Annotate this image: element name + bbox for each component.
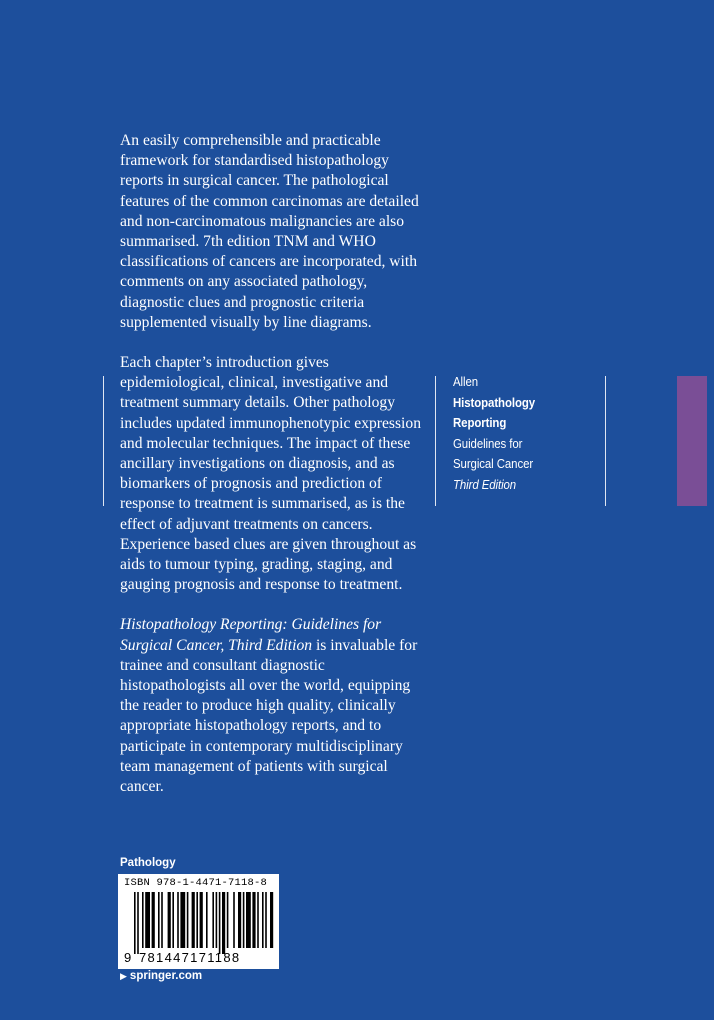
spine-color-stripe bbox=[677, 376, 707, 506]
barcode-bar bbox=[243, 892, 245, 948]
barcode-bar bbox=[180, 892, 185, 948]
barcode-bar bbox=[227, 892, 229, 948]
isbn-number: ISBN 978-1-4471-7118-8 bbox=[124, 877, 268, 889]
barcode-bar bbox=[219, 892, 221, 954]
book-title-line-1: Histopathology bbox=[453, 394, 536, 410]
barcode-bar bbox=[152, 892, 155, 948]
spine-right-line bbox=[605, 376, 606, 506]
blurb-paragraph-3 bbox=[120, 615, 432, 797]
barcode-bar bbox=[257, 892, 259, 948]
author-name: Allen bbox=[453, 374, 479, 389]
barcode-bar bbox=[161, 892, 163, 948]
barcode-bar bbox=[158, 892, 160, 948]
ean-digits: 781447171188 bbox=[139, 950, 241, 965]
left-fold-line bbox=[103, 376, 104, 506]
arrow-right-icon: ▶ bbox=[120, 971, 127, 981]
barcode-bar bbox=[206, 892, 208, 948]
ean-first-digit: 9 bbox=[124, 950, 132, 965]
barcode-bar bbox=[238, 892, 241, 948]
barcode-bar bbox=[196, 892, 198, 948]
isbn-barcode bbox=[118, 874, 279, 969]
book-title-italic: Histopathology Reporting: Guidelines for Surgical Cancer, Third Edition bbox=[120, 616, 382, 654]
barcode-bar bbox=[134, 892, 136, 954]
barcode-bar bbox=[137, 892, 139, 954]
blurb-paragraph-3-text: is invaluable for trainee and consultant diagnostic histopathologists all over the world, equipping the reader to produce high quality, clinically appropriate histopathology reports, and to participate in contemporary multidisciplinary team management of patients with surgical cancer. bbox=[120, 636, 418, 796]
barcode-bar bbox=[216, 892, 218, 948]
barcode-bar bbox=[200, 892, 203, 948]
barcode-bar bbox=[142, 892, 144, 948]
barcode-bar bbox=[172, 892, 174, 948]
barcode-bar bbox=[187, 892, 189, 948]
barcode-bar bbox=[233, 892, 235, 948]
subject-category: Pathology bbox=[120, 857, 176, 869]
publisher-link[interactable] bbox=[120, 970, 202, 982]
barcode-bar bbox=[177, 892, 179, 948]
publisher-url: springer.com bbox=[129, 970, 203, 982]
book-subtitle-line-1: Guidelines for bbox=[453, 435, 523, 451]
book-edition: Third Edition bbox=[453, 476, 517, 492]
book-subtitle-line-2: Surgical Cancer bbox=[453, 456, 534, 471]
spine-left-line bbox=[435, 376, 436, 506]
barcode-bar bbox=[168, 892, 171, 948]
barcode-bar bbox=[265, 892, 267, 948]
blurb-paragraph-1: An easily comprehensible and practicable framework for standardised histopathology reports in surgical cancer. The pathological features of the common carcinomas are detailed and non-carcinomatous malignancies are also summarised. 7th edition TNM and WHO classifications of cancers are incorporated, with comments on any associated pathology, diagnostic clues and prognostic criteria supplemented visually by line diagrams. bbox=[120, 132, 419, 331]
barcode-bar bbox=[252, 892, 255, 948]
barcode-bar bbox=[145, 892, 150, 948]
barcode-bar bbox=[246, 892, 251, 948]
spine-title-block bbox=[453, 372, 583, 495]
barcode-bar bbox=[262, 892, 264, 948]
barcode-bar bbox=[270, 892, 273, 948]
blurb-paragraph-2: Each chapter’s introduction gives epidemiological, clinical, investigative and treatment summary details. Other pathology includes updated immunophenotypic expression and molecular techniques. The impact of these ancillary investigations on diagnosis, and as biomarkers of prognosis and prediction of response to treatment is summarised, as is the effect of adjuvant treatments on cancers. Experience based clues are given throughout as aids to tumour typing, grading, staging, and gauging prognosis and response to treatment. bbox=[120, 354, 421, 594]
barcode-bar bbox=[222, 892, 225, 954]
barcode-bar bbox=[212, 892, 214, 948]
barcode-bar bbox=[192, 892, 195, 948]
book-title-line-2: Reporting bbox=[453, 415, 507, 430]
back-cover-blurb bbox=[120, 131, 432, 817]
